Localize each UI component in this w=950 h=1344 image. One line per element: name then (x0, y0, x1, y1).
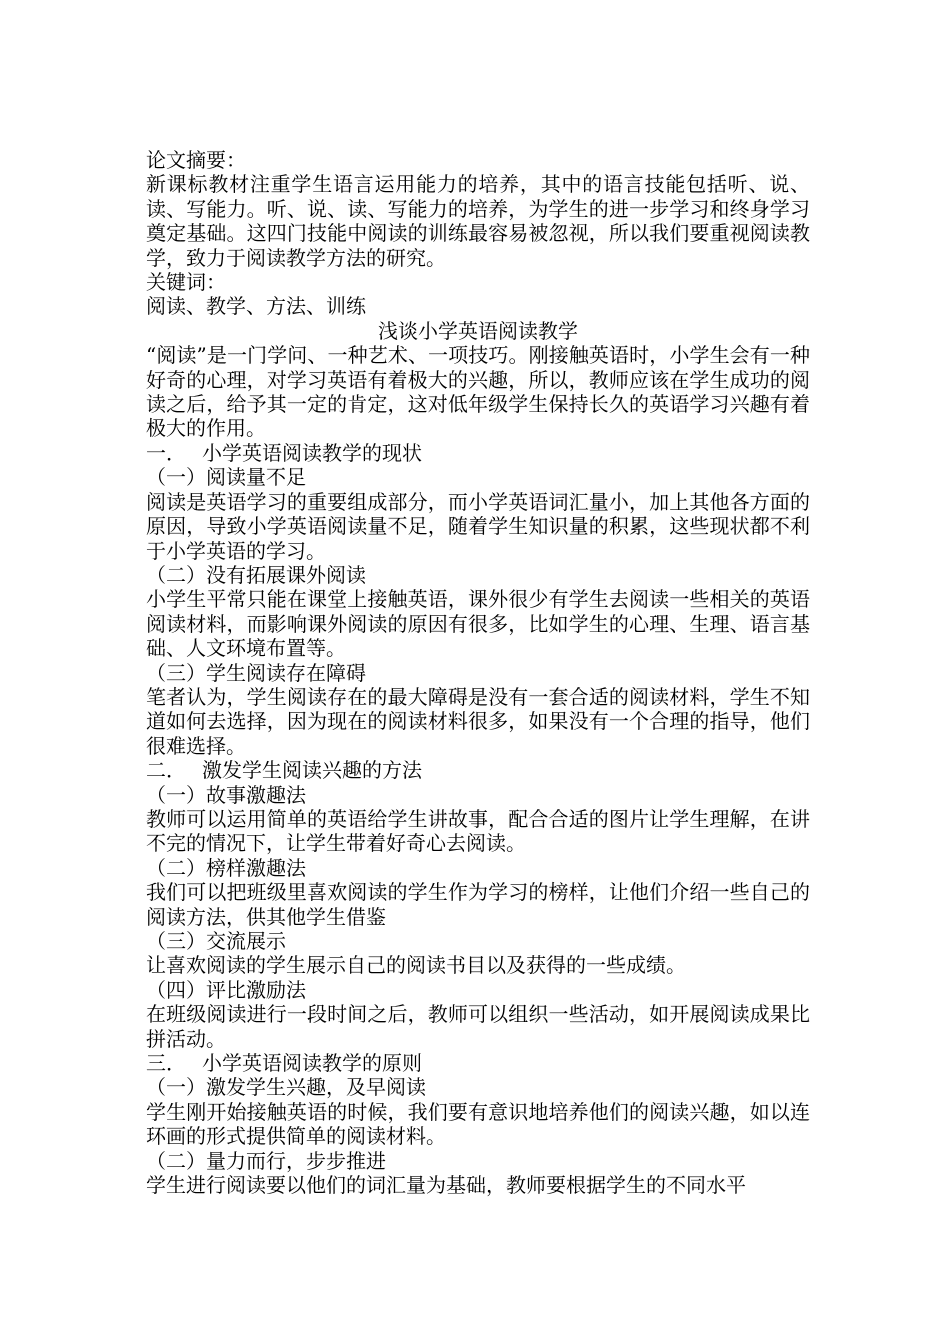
subsection-heading: （三）交流展示 (146, 929, 286, 953)
subsection-text: 阅读是英语学习的重要组成部分，而小学英语词汇量小，加上其他各方面的原因，导致小学英语阅读量不足，随着学生知识量的积累，这些现状都不利于小学英语的学习。 (146, 489, 810, 563)
keywords-label: 关键词： (146, 270, 226, 295)
subsection-text: 在班级阅读进行一段时间之后，教师可以组织一些活动，如开展阅读成果比拼活动。 (146, 1002, 810, 1051)
subsection-heading: （二）量力而行，步步推进 (146, 1148, 386, 1173)
subsection-text: 笔者认为，学生阅读存在的最大障碍是没有一套合适的阅读材料，学生不知道如何去选择，因为现在的阅读材料很多，如果没有一个合理的指导，他们很难选择。 (146, 684, 810, 758)
section-number: 二． (146, 758, 186, 783)
section-heading-3 (146, 1051, 810, 1075)
subsection-heading: （一）激发学生兴趣，及早阅读 (146, 1075, 426, 1100)
section-number: 一． (146, 440, 186, 465)
document-page (146, 148, 810, 1197)
abstract-text: 新课标教材注重学生语言运用能力的培养，其中的语言技能包括听、说、读、写能力。听、说、读、写能力的培养，为学生的进一步学习和终身学习奠定基础。这四门技能中阅读的训练最容易被忽视，所以我们要重视阅读教学，致力于阅读教学方法的研究。 (146, 172, 810, 270)
section-heading-2 (146, 758, 810, 782)
subsection-text: 教师可以运用简单的英语给学生讲故事，配合合适的图片让学生理解，在讲不完的情况下，让学生带着好奇心去阅读。 (146, 806, 810, 856)
subsection-heading: （二）榜样激趣法 (146, 855, 306, 880)
section-number: 三． (146, 1051, 186, 1076)
keywords-text: 阅读、教学、方法、训练 (146, 294, 366, 319)
subsection-text: 学生进行阅读要以他们的词汇量为基础，教师要根据学生的不同水平 (146, 1173, 746, 1198)
subsection-heading: （四）评比激励法 (146, 977, 306, 1002)
section-title: 小学英语阅读教学的原则 (202, 1051, 422, 1076)
section-title: 激发学生阅读兴趣的方法 (202, 758, 422, 783)
subsection-text: 小学生平常只能在课堂上接触英语，课外很少有学生去阅读一些相关的英语阅读材料，而影响课外阅读的原因有很多，比如学生的心理、生理、语言基础、人文环境布置等。 (146, 587, 810, 661)
intro-paragraph: “阅读”是一门学问、一种艺术、一项技巧。刚接触英语时，小学生会有一种好奇的心理，对学习英语有着极大的兴趣，所以，教师应该在学生成功的阅读之后，给予其一定的肯定，这对低年级学生保持长久的英语学习兴趣有着极大的作用。 (146, 343, 810, 441)
article-title: 浅谈小学英语阅读教学 (378, 318, 578, 343)
subsection-heading: （一）阅读量不足 (146, 465, 306, 490)
subsection-heading: （一）故事激趣法 (146, 782, 306, 807)
section-heading-1 (146, 441, 810, 465)
subsection-text: 让喜欢阅读的学生展示自己的阅读书目以及获得的一些成绩。 (146, 953, 686, 978)
subsection-text: 我们可以把班级里喜欢阅读的学生作为学习的榜样，让他们介绍一些自己的阅读方法，供其他学生借鉴 (146, 880, 810, 929)
subsection-heading: （二）没有拓展课外阅读 (146, 562, 366, 587)
abstract-label: 论文摘要： (146, 148, 246, 172)
subsection-heading: （三）学生阅读存在障碍 (146, 660, 366, 685)
subsection-text: 学生刚开始接触英语的时候，我们要有意识地培养他们的阅读兴趣，如以连环画的形式提供简单的阅读材料。 (146, 1099, 810, 1149)
section-title: 小学英语阅读教学的现状 (202, 440, 422, 465)
